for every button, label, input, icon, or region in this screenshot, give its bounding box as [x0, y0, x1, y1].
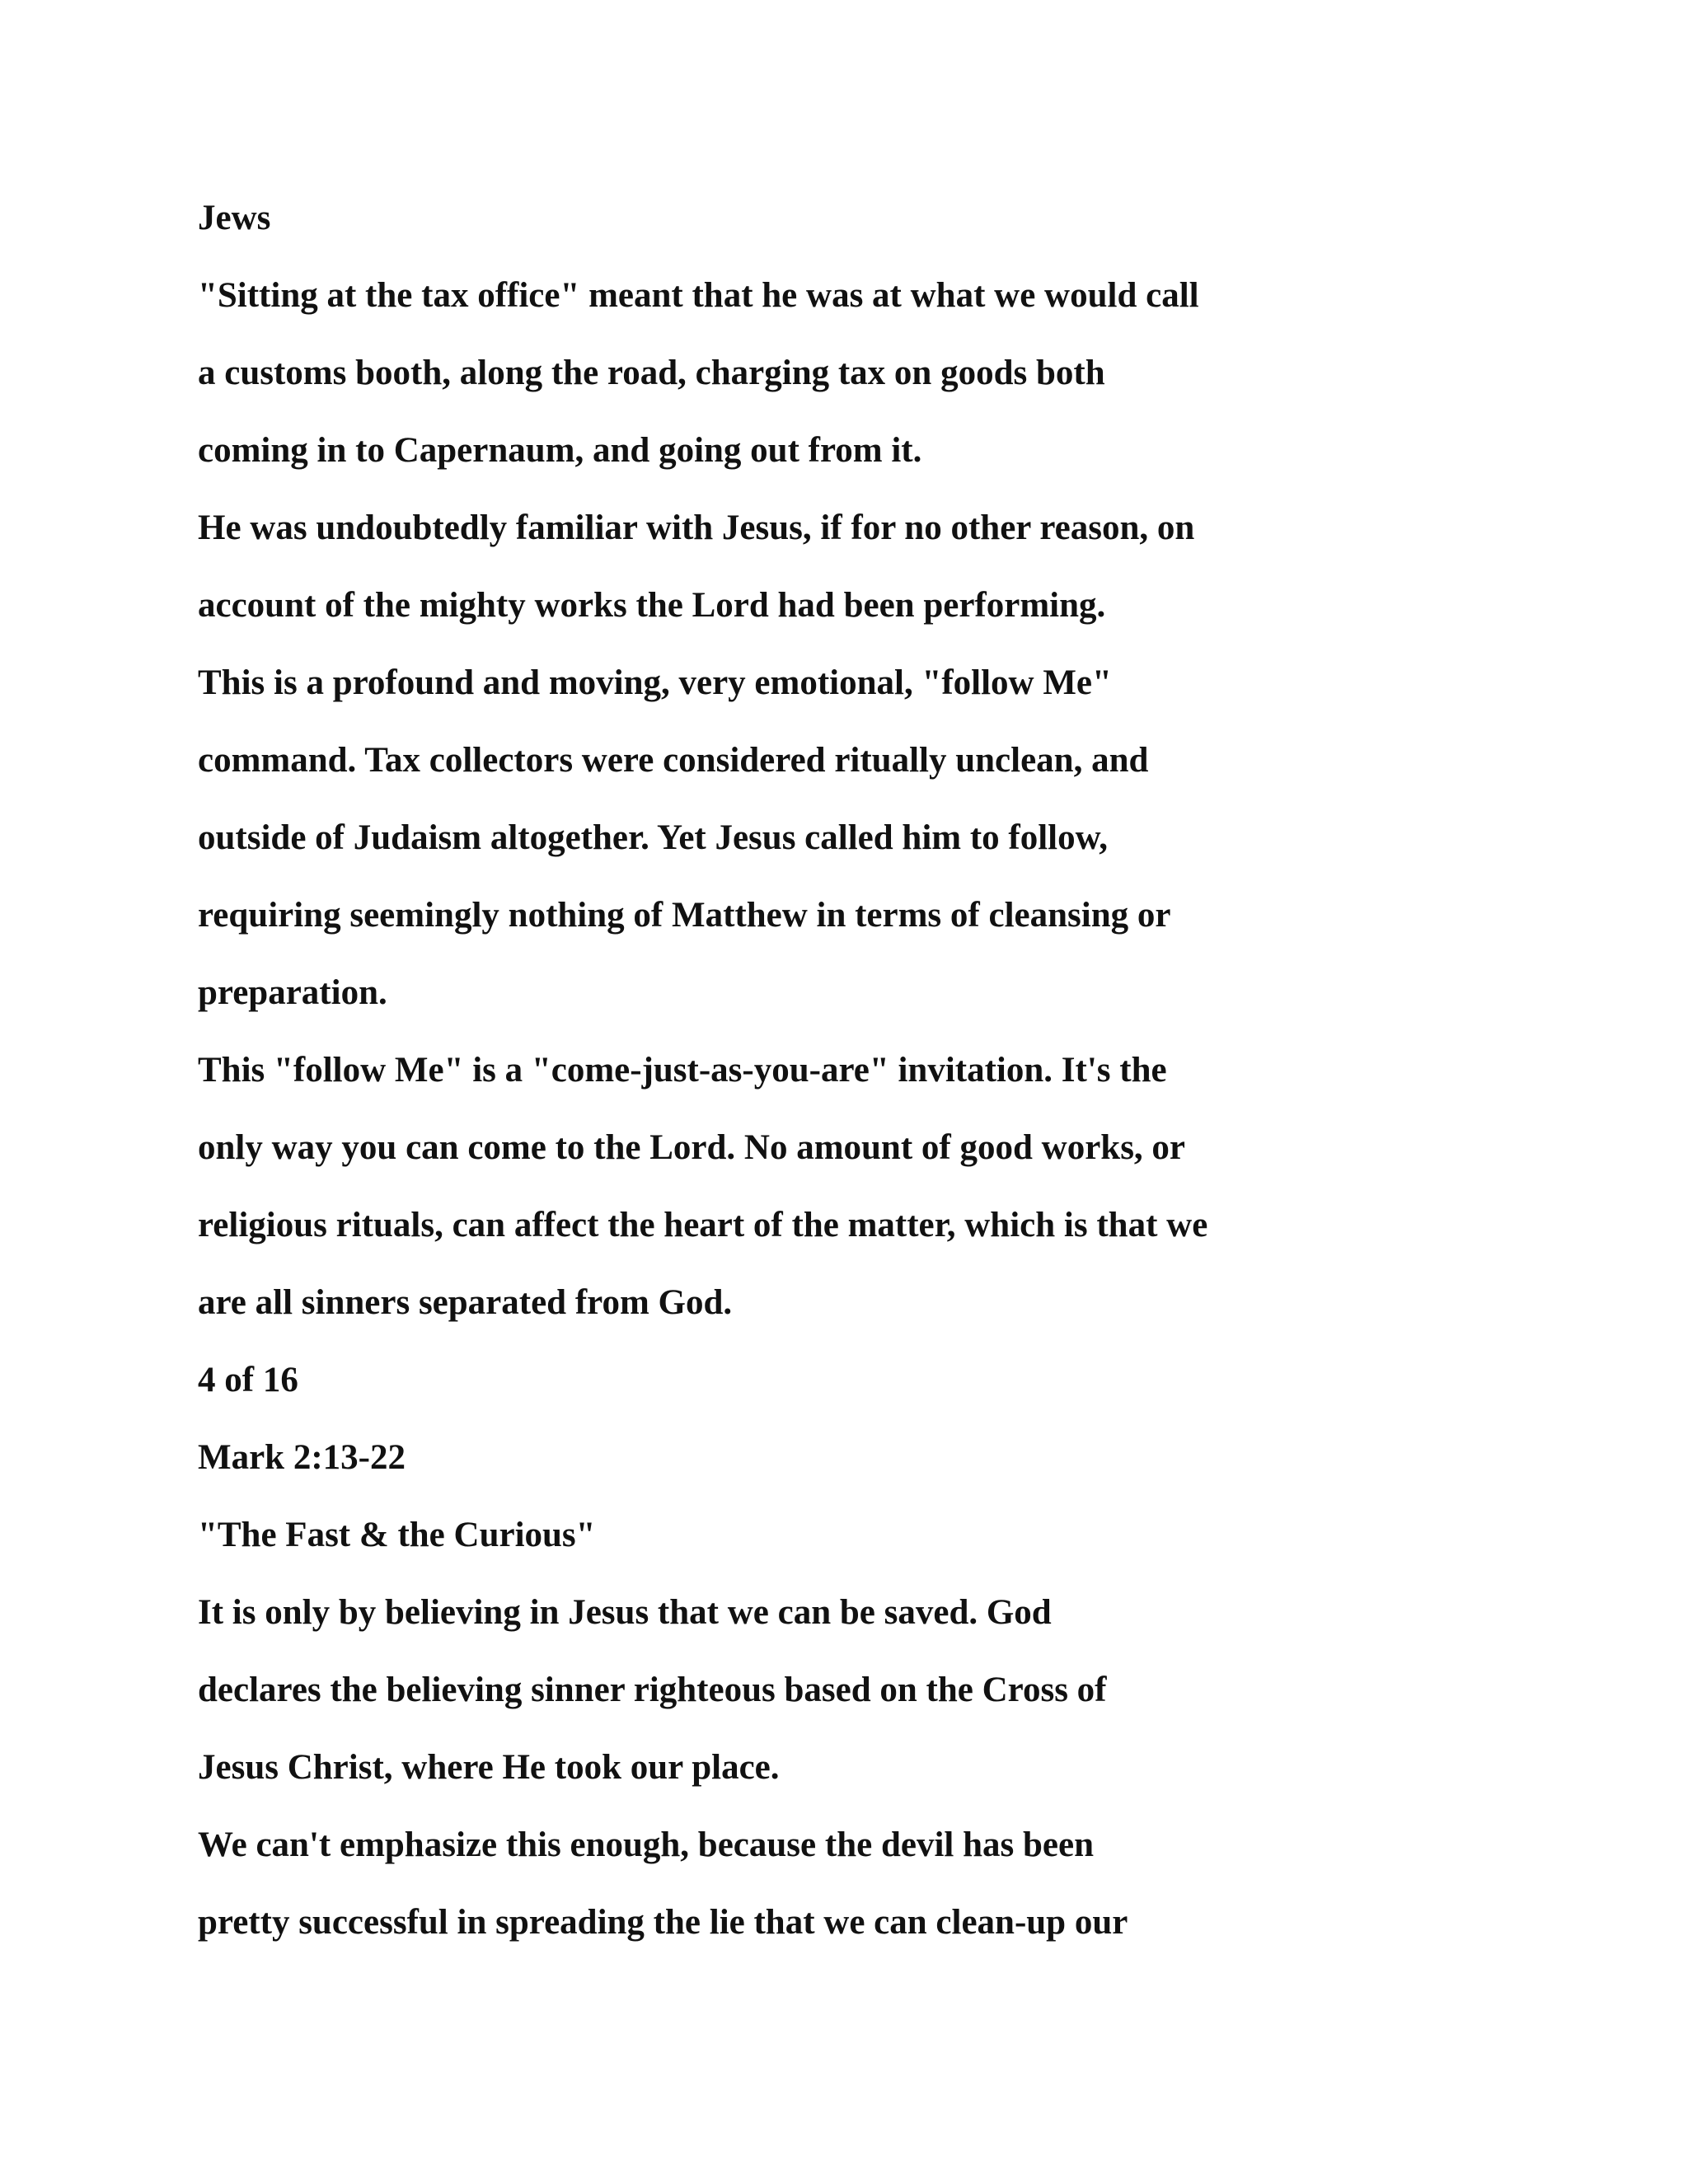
text-line: This "follow Me" is a "come-just-as-you-are" invitation. It's the [198, 1051, 1167, 1090]
text-line: pretty successful in spreading the lie that we can clean-up our [198, 1903, 1128, 1942]
text-line: religious rituals, can affect the heart of the matter, which is that we [198, 1206, 1208, 1244]
text-line: preparation. [198, 973, 387, 1012]
page-number: 4 of 16 [198, 1361, 298, 1399]
text-line: command. Tax collectors were considered ritually unclean, and [198, 741, 1149, 780]
text-line: This is a profound and moving, very emotional, "follow Me" [198, 663, 1112, 702]
sermon-title: "The Fast & the Curious" [198, 1516, 596, 1554]
text-line: only way you can come to the Lord. No amount of good works, or [198, 1128, 1186, 1167]
scripture-reference: Mark 2:13-22 [198, 1438, 406, 1477]
text-line: It is only by believing in Jesus that we can be saved. God [198, 1593, 1052, 1632]
text-line: We can't emphasize this enough, because the devil has been [198, 1825, 1094, 1864]
text-line: "Sitting at the tax office" meant that he was at what we would call [198, 276, 1199, 315]
text-line: Jews [198, 199, 271, 237]
text-line: requiring seemingly nothing of Matthew in terms of cleansing or [198, 896, 1171, 935]
text-line: account of the mighty works the Lord had been performing. [198, 586, 1106, 625]
text-line: a customs booth, along the road, charging tax on goods both [198, 354, 1105, 392]
text-line: outside of Judaism altogether. Yet Jesus called him to follow, [198, 818, 1109, 857]
document-body [198, 196, 1558, 1978]
text-line: are all sinners separated from God. [198, 1283, 733, 1322]
text-line: coming in to Capernaum, and going out from it. [198, 431, 922, 470]
text-line: declares the believing sinner righteous based on the Cross of [198, 1671, 1107, 1709]
text-line: Jesus Christ, where He took our place. [198, 1748, 780, 1787]
text-line: He was undoubtedly familiar with Jesus, if for no other reason, on [198, 509, 1195, 547]
